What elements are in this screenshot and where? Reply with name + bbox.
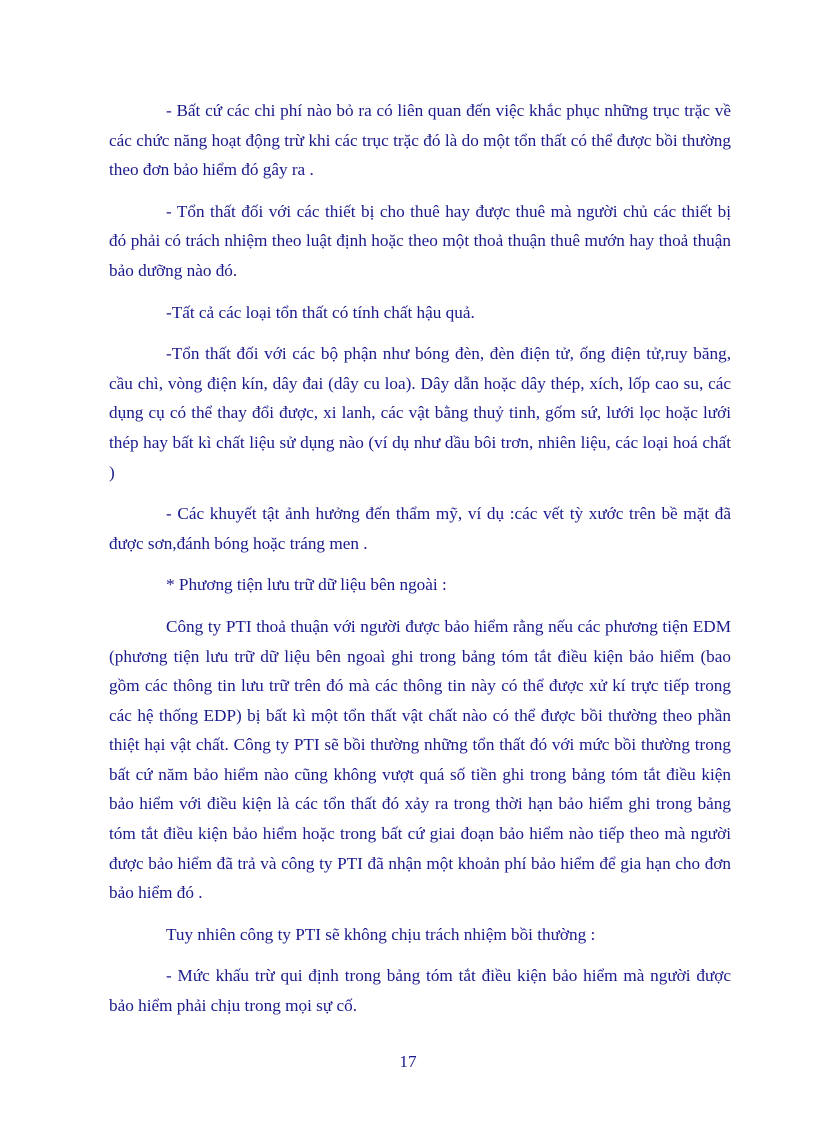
paragraph-pti-not-liable: Tuy nhiên công ty PTI sẽ không chịu trách nhiệm bồi thường : bbox=[166, 924, 596, 944]
paragraph-exclusion-repair-costs: - Bất cứ các chi phí nào bỏ ra có liên quan đến việc khắc phục những trục trặc về các chức năng hoạt động trừ khi các trục trặc đó là do một tổn thất có thể được bồi thường theo đơn bảo hiểm đó gây ra . bbox=[109, 101, 731, 180]
paragraph-exclusion-consequential-loss: -Tất cả các loại tổn thất có tính chất hậu quả. bbox=[166, 302, 475, 322]
paragraph-pti-agreement: Công ty PTI thoả thuận với người được bảo hiểm rằng nếu các phương tiện EDM (phương tiện lưu trữ dữ liệu bên ngoaì ghi trong bảng tóm tắt điều kiện bảo hiểm (bao gồm các thông tin lưu trữ trên đó mà các thông tin này có thể được xử kí trực tiếp trong các hệ thống EDP) bị bất kì một tổn thất vật chất nào có thể được bồi thường theo phần thiệt hại vật chất. Công ty PTI sẽ bồi thường những tổn thất đó với mức bồi thường trong bất cứ năm bảo hiểm nào cũng không vượt quá số tiền ghi trong bảng tóm tắt điều kiện bảo hiểm với điều kiện là các tổn thất đó xảy ra trong thời hạn bảo hiểm ghi trong bảng tóm tắt điều kiện bảo hiểm hoặc trong bất cứ giai đoạn bảo hiểm nào tiếp theo mà người được bảo hiểm đã trả và công ty PTI đã nhận một khoản phí bảo hiểm để gia hạn cho đơn bảo hiểm đó . bbox=[109, 616, 731, 903]
document-body bbox=[109, 96, 731, 1033]
paragraph-deductible: - Mức khấu trừ qui định trong bảng tóm tắt điều kiện bảo hiểm mà người được bảo hiểm phải chịu trong mọi sự cố. bbox=[109, 966, 731, 1016]
paragraph-exclusion-leased-equipment: - Tổn thất đối với các thiết bị cho thuê hay được thuê mà người chủ các thiết bị đó phải có trách nhiệm theo luật định hoặc theo một thoả thuận thuê mướn hay thoả thuận bảo dưỡng nào đó. bbox=[109, 201, 731, 280]
section-heading-external-storage: * Phương tiện lưu trữ dữ liệu bên ngoài : bbox=[166, 575, 447, 595]
page-number: 17 bbox=[399, 1052, 417, 1071]
paragraph-exclusion-aesthetic-defects: - Các khuyết tật ảnh hưởng đến thẩm mỹ, ví dụ :các vết tỳ xước trên bề mặt đã được sơn,đánh bóng hoặc tráng men . bbox=[109, 504, 731, 553]
paragraph-exclusion-parts: -Tổn thất đối với các bộ phận như bóng đèn, đèn điện tử, ống điện tử,ruy băng, cầu chì, vòng điện kín, dây đai (dây cu loa). Dây dẫn hoặc dây thép, xích, lốp cao su, các dụng cụ có thể thay đổi được, xi lanh, các vật bằng thuỷ tinh, gốm sứ, lưới lọc hoặc lưới thép hay bất kì chất liệu sử dụng nào (ví dụ như dầu bôi trơn, nhiên liệu, các loại hoá chất ) bbox=[109, 344, 731, 482]
